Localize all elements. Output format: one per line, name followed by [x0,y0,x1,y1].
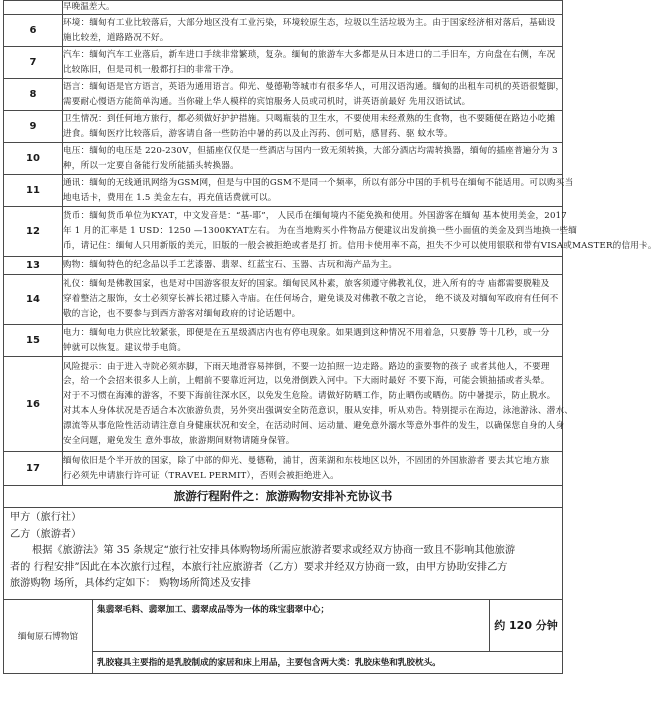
row-line: 进食。缅甸医疗比较落后，游客请自备一些防治中暑的药以及止泻药、创可贴，感冒药、驱 蚊水等。 [63,128,453,139]
row-line: 购物：缅甸特色的纪念品以手工艺漆器、翡翠、红蓝宝石、玉器、古玩和海产品为主。 [63,260,398,271]
table-row [4,143,563,175]
row-line: 币，请记住：缅甸人只用新版的美元，旧版的一般会被拒绝或者是打 折。信用卡使用率不高，担失不少可以使用银联和带有VISA或MASTER的信用卡。 [63,240,657,251]
row-line: 通讯：缅甸的无线通讯网络为GSM网，但是与中国的GSM不是同一个频率，所以有部分中国的手机号在缅甸不能适用。可以购买当 [63,177,574,188]
row-content [63,357,574,452]
table-row [4,357,563,452]
row-content [63,275,563,325]
row-number: 16 [4,357,63,452]
row-line: 语言：缅甸语是官方语言，英语为通用语言。仰光、曼德勒等城市有很多华人，可用汉语沟通。缅甸的出租车司机的英语很蹩脚， [63,81,565,92]
row-number: 12 [4,207,63,257]
agreement-line-1: 根据《旅游法》第 35 条规定“旅行社安排具体购物场所需应旅游者要求或经双方协商一致且不影响其他旅游 [32,545,516,556]
agreement-body [4,508,562,599]
document-page [3,0,657,711]
row-line: 需要耐心慢语方能简单沟通。当你碰上华人模样的宾馆服务人员或司机时，讲英语前最好 先用汉语试试。 [63,96,471,107]
row-number: 14 [4,275,63,325]
row-line: 会，给一个会招来很多人上前，上帽前不要靠近河边，以免滑倒跌入河中。下大雨时最好 不要下海，可能会锁抽插或者头晕。 [63,376,550,387]
shop-description: 集翡翠毛料、翡翠加工、翡翠成品等为一体的珠宝翡翠中心； [93,599,490,651]
table-row [4,325,563,357]
row-line: 电压：缅甸的电压是 220-230V，但插座仅仅是一些酒店与国内一致无须转换，大部分酒店均需转换器，缅甸的插座普遍分为 3 [63,145,558,156]
row-line: 对其本人身体状况是否适合本次旅游负责，另外突出强调安全防范意识，服从安排，听从劝告。特别提示在海边，泳池游泳、潜水、 [63,406,574,416]
table-row [4,275,563,325]
row-number: 11 [4,175,63,207]
party-a: 甲方（旅行社） [10,512,82,523]
row-content [63,143,563,175]
row-line: 年 1 月的汇率是 1 USD：1250 —1300KYAT左右。 为在当地购买小件物品方便建议出发前换一些小面值的美金及到当地换一些缅 [63,226,578,237]
row-number-empty [4,1,63,15]
row-number: 8 [4,79,63,111]
table-row [4,207,563,257]
row-line: 卫生情况：到任何地方旅行，都必须做好护护措施。只喝瓶装的卫生水，不要使用未经煮熟的生食物，也不要随便在路边小吃摊 [63,113,556,124]
annex-title: 旅游行程附件之：旅游购物安排补充协议书 [4,486,562,508]
row-number: 10 [4,143,63,175]
annex-section [3,486,563,599]
row-line: 比较陈旧，但是司机一般都打扫的非常干净。 [63,64,239,75]
row-line: 漂流等从事危险性活动请注意自身健康状况和安全，在活动时间、运动量、避免意外溺水等意外事件的发生，以确保您自身的人身 [63,420,565,431]
row-line: 敬的言论，也不要参与到西方游客对缅甸政府的讨论话题中。 [63,308,301,319]
row-line: 安全问题，避免发生 意外事故，旅游期间财物请随身保管。 [63,435,295,446]
shop-duration: 约 120 分钟 [490,599,563,651]
row-line: 地电话卡，费用在 1.5 美金左右，再充值话费就可以。 [63,192,277,203]
notes-rows [4,15,657,486]
row-line: 缅甸依旧是个半开放的国家，除了中部的仰光、曼德勒，浦甘，茵莱湖和东枝地区以外，不固团的外国旅游者 要去其它地方旅 [63,455,550,466]
travel-notes-table [3,0,657,486]
table-row [4,452,563,486]
table-row [4,257,563,275]
shopping-table [3,599,563,674]
table-row [4,15,563,47]
row-line: 种，所以一定要自备能行发所能插头转换器。 [63,160,239,171]
row-content [63,111,563,143]
row-line: 风险提示：由于进入寺院必须赤脚，下雨天地滑容易摔倒，不要一边拍照一边走路。路边的蛮要物的孩子 或者其他人，不要理 [63,361,550,372]
row-line: 穿着整洁之服饰，女士必须穿长裤长裙过膝入寺庙。在任何场合，避免谈及对佛教不敬之言论， 绝不谈及对缅甸军政府有任何不 [63,294,559,305]
row-line: 对于不习惯在海滩的游客，不要下海前往深水区，以免发生危险。请做好防晒工作，防止晒伤或晒伤。防中暑提示，防止脱水。 [63,391,556,402]
table-row [4,111,563,143]
row-number: 9 [4,111,63,143]
row-content [63,79,563,111]
party-b: 乙方（旅游者） [10,528,82,540]
row-line: 礼仪：缅甸是佛教国家，也是对中国游客很友好的国家。缅甸民风朴素，旅客须遵守佛教礼仪，进入所有的寺 庙都需要脱鞋及 [63,279,550,290]
row-content [63,325,563,357]
table-row [4,47,563,79]
agreement-line-3: 旅游购物 场所，具体约定如下： 购物场所简述及安排 [10,578,251,589]
row-line: 电力：缅甸电力供应比较紧张，即便是在五星级酒店内也有停电现象。如果遇到这种情况不用着急，只要静 等十几秒，或一分 [63,327,550,338]
row-number: 6 [4,15,63,47]
row-content [63,207,657,257]
table-row [4,175,563,207]
row-number: 15 [4,325,63,357]
shop-description-2: 乳胶寝具主要指的是乳胶制成的家居和床上用品，主要包含两大类：乳胶床垫和乳胶枕头。 [93,651,563,673]
shop-name: 缅甸原石博物馆 [4,599,93,673]
row-line: 钟就可以恢复。建议带手电筒。 [63,342,187,353]
row-number: 13 [4,257,63,275]
row-content [63,175,574,207]
row-content [63,15,563,47]
table-row-top-fragment [4,1,563,15]
row-content [63,47,563,79]
shop-row [4,599,563,651]
row-number: 7 [4,47,63,79]
row-line: 施比较差，道路路况不好。 [63,32,169,43]
table-row [4,79,563,111]
row-content [63,452,563,486]
agreement-line-2: 者的 行程安排”因此在本次旅行过程，本旅行社应旅游者（乙方）要求并经双方协商一致，由甲方协助安排乙方 [10,561,508,573]
row-line: 货币：缅甸货币单位为KYAT，中文发音是：“基-耶”， 人民币在缅甸境内不能免换和使用。外国游客在缅甸 基本使用美金，2017 [63,211,567,222]
row-line: 环境：缅甸有工业比较落后，大部分地区没有工业污染，环境较原生态，垃圾以生活垃圾为主。由于国家经济相对落后，基础设 [63,17,556,28]
row-content [63,257,563,275]
row-line: 汽车：缅甸汽车工业落后，新车进口手续非常繁琐，复杂。缅甸的旅游车大多都是从日本进口的二手旧车，方向盘在右侧，车况 [63,49,556,60]
top-fragment-text: 早晚温差大。 [63,1,563,15]
row-number: 17 [4,452,63,486]
row-line: 行必须先申请旅行许可证（TRAVEL PERMIT），否则会被拒绝进入。 [63,470,339,481]
